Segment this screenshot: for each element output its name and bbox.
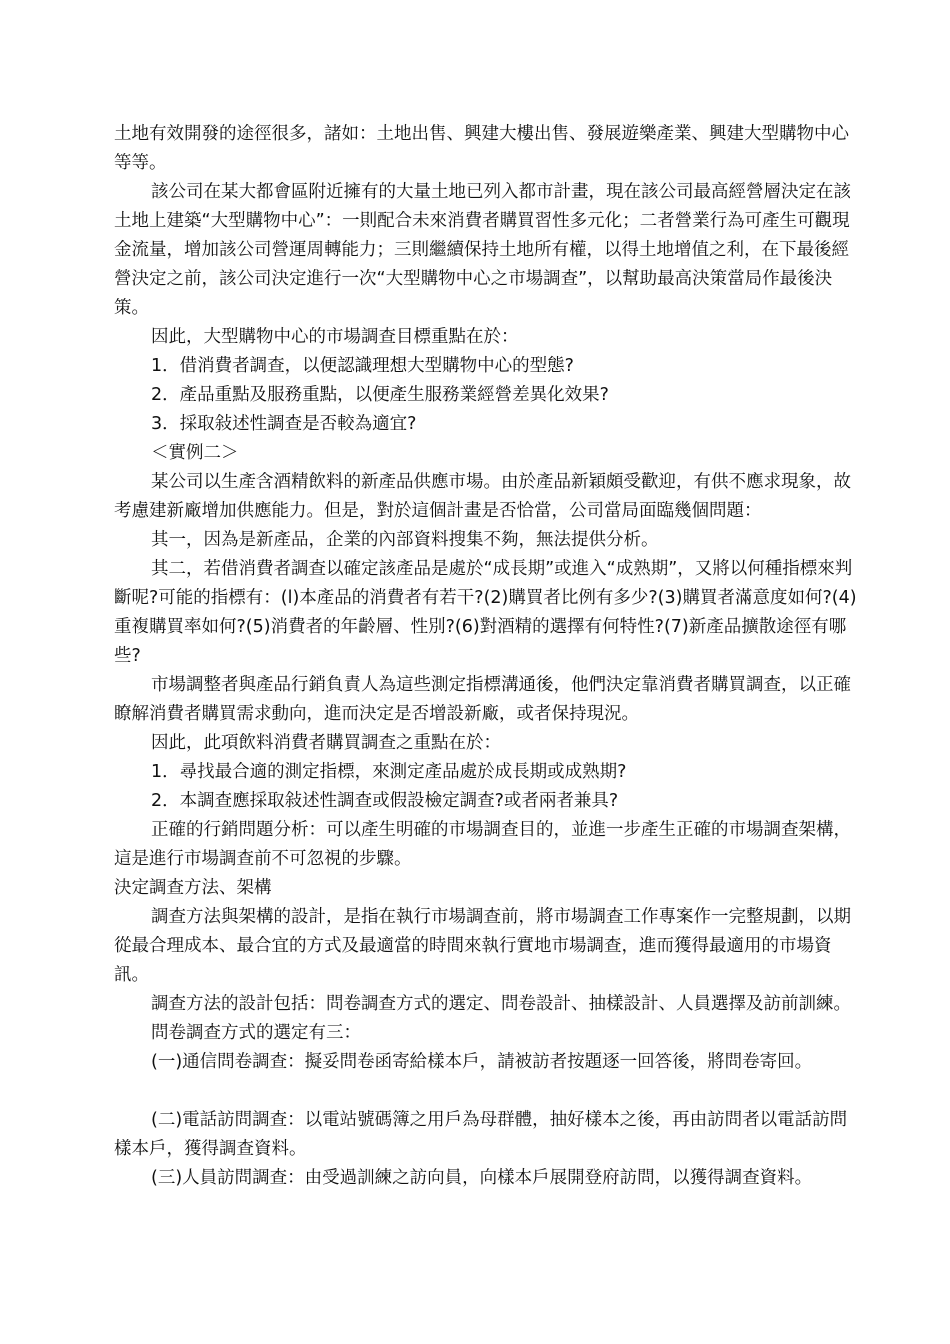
list-item: 2．產品重點及服務重點，以便產生服務業經營差異化效果?	[151, 385, 609, 405]
paragraph: 市場調整者與產品行銷負責人為這些測定指標溝通後，他們決定靠消費者購買調查，以正確瞭解消費者購買需求動向，進而決定是否增設新廠，或者保持現況。	[114, 675, 851, 724]
list-item: (三)人員訪問調查：由受過訓練之訪向員，向樣本戶展開登府訪問，以獲得調查資料。	[151, 1168, 813, 1188]
paragraph: 調查方法與架構的設計，是指在執行市場調查前，將市場調查工作專案作一完整規劃，以期從最合理成本、最合宜的方式及最適當的時間來執行實地市場調查，進而獲得最適用的市場資訊。	[114, 907, 851, 985]
paragraph: 土地有效開發的途徑很多，諸如：土地出售、興建大樓出售、發展遊樂產業、興建大型購物中心等等。	[114, 124, 849, 173]
document-body	[114, 120, 864, 1193]
paragraph: 某公司以生產含酒精飲料的新產品供應市場。由於產品新穎頗受歡迎，有供不應求現象，故考慮建新廠增加供應能力。但是，對於這個計畫是否恰當，公司當局面臨幾個問題：	[114, 472, 851, 521]
paragraph: 問卷調查方式的選定有三：	[151, 1023, 361, 1043]
list-item: 2．本調查應採取敍述性調查或假設檢定調查?或者兩者兼具?	[151, 791, 619, 811]
blank-line	[114, 1077, 864, 1106]
list-item: 1．尋找最合適的測定指標，來測定產品處於成長期或成熟期?	[151, 762, 627, 782]
paragraph: 其二，若借消費者調查以確定該產品是處於“成長期”或進入“成熟期”，又將以何種指標來判斷呢?可能的指標有：(l)本產品的消費者有若干?(2)購買者比例有多少?(3)購買者滿意度如何?(4)重複購買率如何?(5)消費者的年齡層、性別?(6)對酒精的選擇有何特性?(7)新產品擴散途徑有哪些?	[114, 559, 857, 666]
paragraph: 正確的行銷問題分析：可以產生明確的市場調查目的，並進一步產生正確的市場調查架構，這是進行市場調查前不可忽視的步驟。	[114, 820, 851, 869]
list-item: 3．採取敍述性調查是否較為適宜?	[151, 414, 417, 434]
paragraph: 因此，大型購物中心的市場調查目標重點在於：	[151, 327, 519, 347]
list-item: (二)電話訪問調查：以電站號碼簿之用戶為母群體，抽好樣本之後，再由訪問者以電話訪問樣本戶，獲得調查資料。	[114, 1110, 848, 1159]
paragraph: 調查方法的設計包括：問卷調查方式的選定、問卷設計、抽樣設計、人員選擇及訪前訓練。	[151, 994, 851, 1014]
list-item: (一)通信問卷調查：擬妥問卷函寄給樣本戶，請被訪者按題逐一回答後，將問卷寄回。	[151, 1052, 813, 1072]
paragraph: 其一，因為是新產品，企業的內部資料搜集不夠，無法提供分析。	[151, 530, 659, 550]
section-label: ＜實例二＞	[151, 443, 239, 463]
paragraph: 因此，此項飲料消費者購買調查之重點在於：	[151, 733, 501, 753]
list-item: 1．借消費者調查，以便認識理想大型購物中心的型態?	[151, 356, 574, 376]
paragraph: 該公司在某大都會區附近擁有的大量土地已列入都市計畫，現在該公司最高經營層決定在該土地上建築“大型購物中心”：一則配合未來消費者購買習性多元化；二者營業行為可產生可觀現金流量，增加該公司營運周轉能力；三則繼續保持土地所有權，以得土地增值之利，在下最後經營決定之前，該公司決定進行一次“大型購物中心之市場調查”，以幫助最高決策當局作最後決策。	[114, 182, 851, 318]
section-heading: 決定調查方法、架構	[114, 878, 272, 898]
